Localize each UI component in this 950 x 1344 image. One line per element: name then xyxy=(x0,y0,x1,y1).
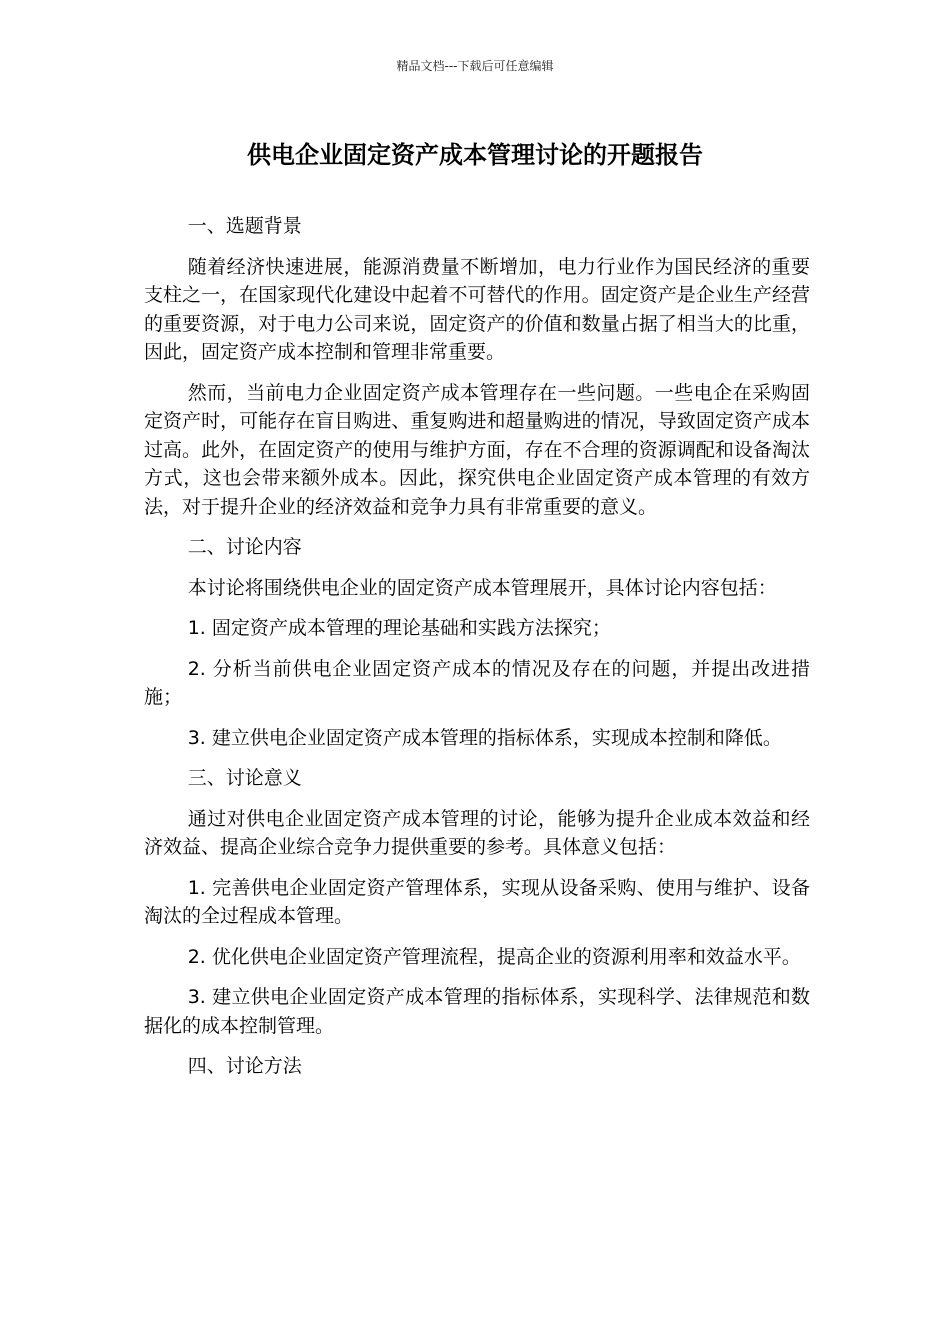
header-note: 精品文档---下载后可任意编辑 xyxy=(396,59,554,73)
list-item: 2. 优化供电企业固定资产管理流程，提高企业的资源利用率和效益水平。 xyxy=(187,945,801,968)
section-heading-content: 二、讨论内容 xyxy=(187,536,302,558)
list-item: 3. 建立供电企业固定资产成本管理的指标体系，实现成本控制和降低。 xyxy=(187,726,782,749)
list-item: 1. 固定资产成本管理的理论基础和实践方法探究； xyxy=(187,617,611,639)
list-item: 1. 完善供电企业固定资产管理体系，实现从设备采购、使用与维护、设备淘汰的全过程成本管理。 xyxy=(144,876,810,927)
list-item: 2. 分析当前供电企业固定资产成本的情况及存在的问题，并提出改进措施； xyxy=(144,657,810,708)
paragraph: 本讨论将围绕供电企业的固定资产成本管理展开，具体讨论内容包括： xyxy=(187,576,777,599)
paragraph: 然而，当前电力企业固定资产成本管理存在一些问题。一些电企在采购固定资产时，可能存在盲目购进、重复购进和超量购进的情况，导致固定资产成本过高。此外，在固定资产的使用与维护方面，存在不合理的资源调配和设备淘汰方式，这也会带来额外成本。因此，探究供电企业固定资产成本管理的有效方法，对于提升企业的经济效益和竞争力具有非常重要的意义。 xyxy=(144,381,810,518)
document-title: 供电企业固定资产成本管理讨论的开题报告 xyxy=(247,141,703,169)
document-body xyxy=(144,212,810,1093)
paragraph: 随着经济快速进展，能源消费量不断增加，电力行业作为国民经济的重要支柱之一，在国家现代化建设中起着不可替代的作用。固定资产是企业生产经营的重要资源，对于电力公司来说，固定资产的价值和数量占据了相当大的比重，因此，固定资产成本控制和管理非常重要。 xyxy=(144,255,810,363)
paragraph: 通过对供电企业固定资产成本管理的讨论，能够为提升企业成本效益和经济效益、提高企业综合竞争力提供重要的参考。具体意义包括： xyxy=(144,807,810,858)
section-heading-background: 一、选题背景 xyxy=(187,215,302,237)
section-heading-significance: 三、讨论意义 xyxy=(187,767,302,789)
list-item: 3. 建立供电企业固定资产成本管理的指标体系，实现科学、法律规范和数据化的成本控制管理。 xyxy=(144,986,810,1037)
section-heading-method: 四、讨论方法 xyxy=(187,1055,302,1077)
